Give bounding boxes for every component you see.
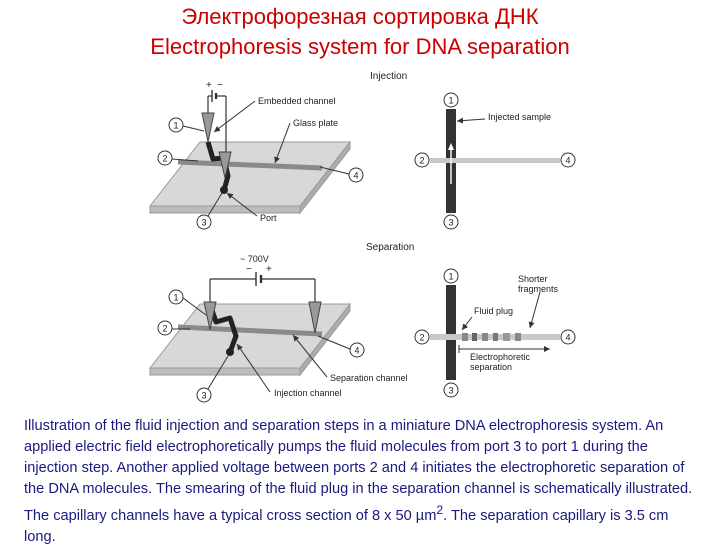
injection-schematic <box>430 109 560 213</box>
glass-plate-injection <box>150 142 350 213</box>
battery-separation <box>210 264 315 302</box>
port-marker-1-separation <box>169 290 183 304</box>
port-marker-2-schematic-injection <box>415 153 429 167</box>
port-marker-1-schematic-separation <box>444 269 458 283</box>
polarity-minus-separation: − <box>246 264 252 275</box>
port-marker-3-injection <box>197 215 211 229</box>
label-injected-sample: Injected sample <box>488 112 552 122</box>
title-russian: Электрофорезная сортировка ДНК <box>181 4 539 29</box>
port-marker-1-injection <box>169 118 183 132</box>
label-port: Port <box>260 213 277 223</box>
svg-text:2: 2 <box>419 332 425 343</box>
label-separation-channel: Separation channel <box>330 373 408 383</box>
svg-text:2: 2 <box>162 153 168 164</box>
svg-text:4: 4 <box>565 155 571 166</box>
svg-text:2: 2 <box>162 323 168 334</box>
caption-main: Illustration of the fluid injection and separation steps in a miniature DNA electrophoresis system. An applied electric field electrophoretically pumps the fluid molecules from port 3 to port 1 during the injection step. Another applied voltage between ports 2 and 4 initiates the electrophoretic separation of the DNA molecules. The smearing of the fluid plug in the separation channel is schematically illustrated. The capillary channels have a typical cross section of 8 x 50 µm <box>24 418 693 524</box>
pipette-tip-1 <box>202 113 214 142</box>
svg-text:1: 1 <box>448 95 454 106</box>
polarity-plus-injection: + <box>206 80 212 91</box>
caption-tail: . The separation capillary is 3.5 cm long. <box>24 507 669 545</box>
svg-text:4: 4 <box>353 170 359 181</box>
port-marker-2-schematic-separation <box>415 330 429 344</box>
port-marker-4-schematic-injection <box>561 153 575 167</box>
svg-text:4: 4 <box>354 345 360 356</box>
svg-text:3: 3 <box>448 217 454 228</box>
figure-caption <box>24 416 704 548</box>
glass-plate-separation <box>150 304 350 375</box>
polarity-minus-injection: − <box>217 80 223 91</box>
svg-text:4: 4 <box>565 332 571 343</box>
separation-section-label: Separation <box>366 242 415 253</box>
svg-text:1: 1 <box>173 292 179 303</box>
port-marker-3-schematic-separation <box>444 383 458 397</box>
svg-text:3: 3 <box>201 390 207 401</box>
label-shorter-fragments: Shorter fragments <box>518 274 559 294</box>
label-fluid-plug: Fluid plug <box>474 306 514 316</box>
port-marker-1-schematic-injection <box>444 93 458 107</box>
svg-text:1: 1 <box>448 271 454 282</box>
polarity-plus-separation: + <box>266 264 272 275</box>
injection-section-label: Injection <box>370 71 408 82</box>
port-marker-4-schematic-separation <box>561 330 575 344</box>
caption-superscript: 2 <box>436 503 444 517</box>
port-marker-3-schematic-injection <box>444 215 458 229</box>
label-electrophoretic-separation: Electrophoretic separation <box>470 352 531 372</box>
svg-text:1: 1 <box>173 120 179 131</box>
port-marker-2-injection <box>158 151 172 165</box>
port-marker-4-separation <box>350 343 364 357</box>
label-glass-plate: Glass plate <box>293 118 339 128</box>
title-english: Electrophoresis system for DNA separation <box>150 34 570 59</box>
port-marker-2-separation <box>158 321 172 335</box>
voltage-label: ~ 700V <box>240 254 269 264</box>
svg-text:3: 3 <box>201 217 207 228</box>
label-injection-channel: Injection channel <box>274 388 342 398</box>
label-embedded-channel: Embedded channel <box>258 96 336 106</box>
svg-text:3: 3 <box>448 385 454 396</box>
port-marker-4-injection <box>349 168 363 182</box>
svg-text:2: 2 <box>419 155 425 166</box>
port-marker-3-separation <box>197 388 211 402</box>
